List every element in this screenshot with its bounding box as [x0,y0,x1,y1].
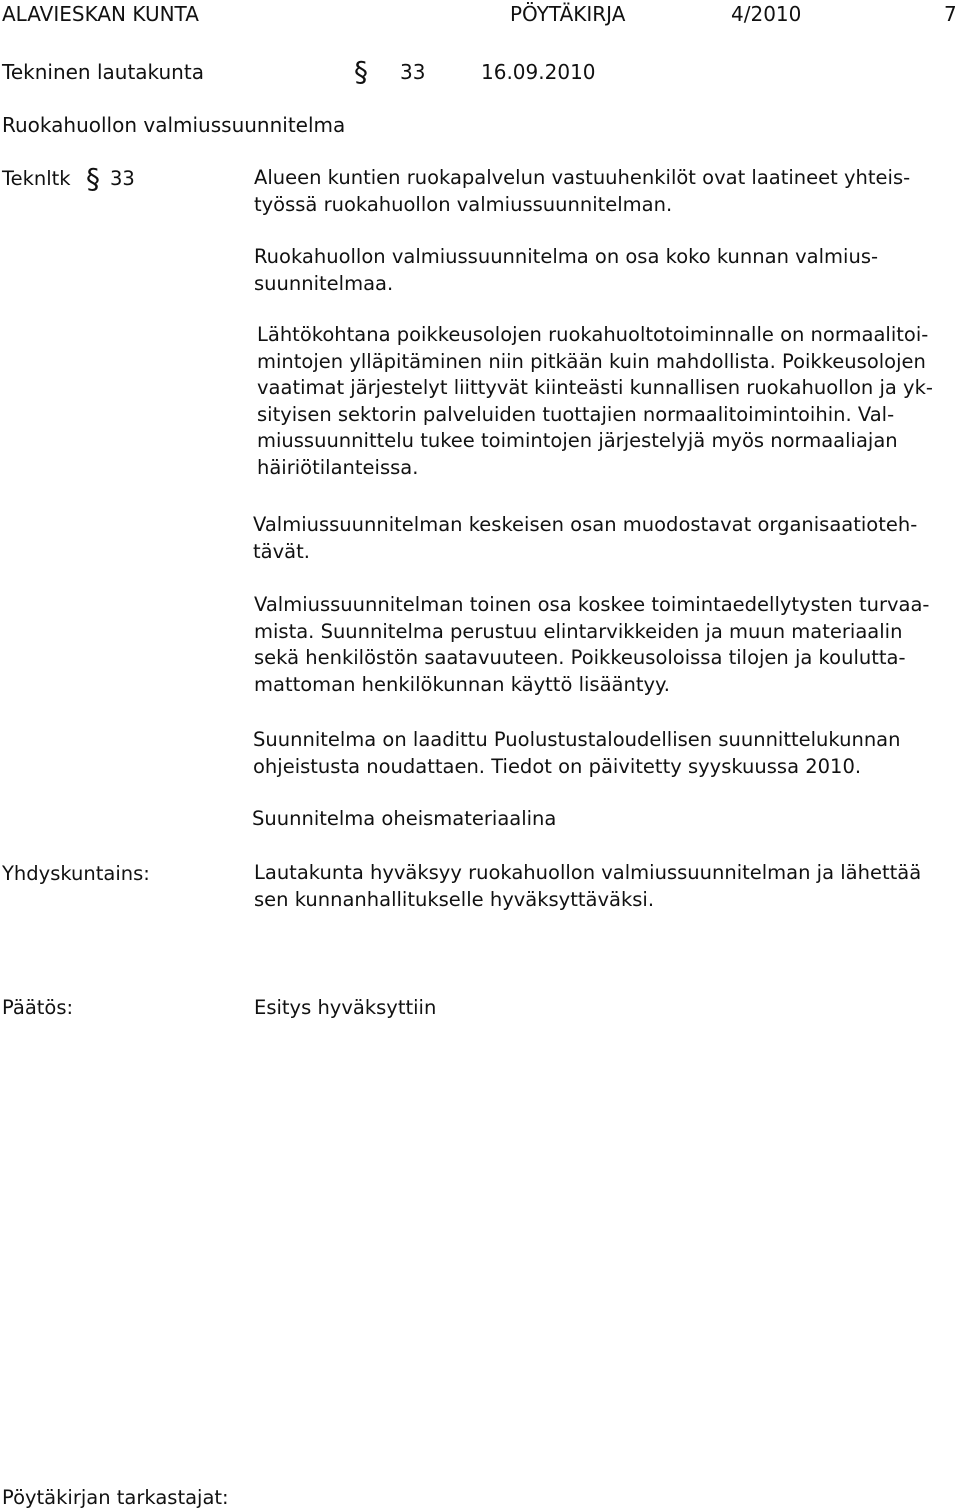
paragraph-line: vaatimat järjestelyt liittyvät kiinteästi kunnallisen ruokahuollon ja yk- [257,376,933,399]
proposal-label: Yhdyskuntains: [2,862,150,885]
case-ref-label: Teknltk [2,167,71,190]
paragraph-line: suunnitelmaa. [254,271,394,295]
paragraph-line: työssä ruokahuollon valmiussuunnitelman. [254,192,673,216]
paragraph-line: Valmiussuunnitelman toinen osa koskee toimintaedellytysten turvaa- [254,593,930,616]
paragraph-background [254,165,954,218]
paragraph-line: tävät. [253,539,310,563]
section-symbol: § [354,55,368,88]
paragraph-line: Valmiussuunnitelman keskeisen osan muodostavat organisaatioteh- [253,513,918,536]
paragraph-attachment-note [252,806,952,833]
paragraph-line: Suunnitelma oheismateriaalina [252,807,557,830]
paragraph-line: häiriötilanteissa. [257,455,419,479]
paragraph-line: Ruokahuollon valmiussuunnitelma on osa koko kunnan valmius- [254,245,879,268]
footer-reviewers-label: Pöytäkirjan tarkastajat: [2,1486,229,1509]
paragraph-line: Lähtökohtana poikkeusolojen ruokahuoltotoiminnalle on normaalitoi- [257,323,929,346]
paragraph-operating-conditions [254,592,954,698]
paragraph-line: miussuunnittelu tukee toimintojen järjestelyjä myös normaaliajan [257,429,898,452]
paragraph-line: sityisen sektorin palveluiden tuottajien normaalitoimintoihin. Val- [257,402,895,426]
paragraph-starting-point [257,322,957,481]
decision-label: Päätös: [2,996,74,1019]
case-ref-number: 33 [110,167,135,190]
document-number: 4/2010 [731,2,802,26]
paragraph-line: ohjeistusta noudattaen. Tiedot on päivitetty syyskuussa 2010. [253,754,862,778]
paragraph-line: sen kunnanhallitukselle hyväksyttäväksi. [254,887,655,911]
proposal-text [254,860,954,913]
paragraph-line: sekä henkilöstön saatavuuteen. Poikkeusoloissa tilojen ja koulutta- [254,646,906,669]
document-type: PÖYTÄKIRJA [510,2,626,26]
subject-title: Ruokahuollon valmiussuunnitelma [2,113,346,137]
paragraph-line: mintojen ylläpitäminen niin pitkään kuin mahdollista. Poikkeusolojen [257,349,926,373]
paragraph-line: Alueen kuntien ruokapalvelun vastuuhenkilöt ovat laatineet yhteis- [254,166,911,189]
section-number: 33 [400,60,426,84]
case-ref-section-symbol: § [86,162,100,195]
paragraph-line: mattoman henkilökunnan käyttö lisääntyy. [254,672,670,696]
meeting-date: 16.09.2010 [481,60,596,84]
paragraph-guidelines [253,727,953,780]
paragraph-line: mista. Suunnitelma perustuu elintarvikkeiden ja muun materiaalin [254,619,903,643]
paragraph-line: Lautakunta hyväksyy ruokahuollon valmiussuunnitelman ja lähettää [254,861,922,884]
paragraph-plan-scope [254,244,954,297]
municipality-name: ALAVIESKAN KUNTA [2,2,199,26]
decision-text: Esitys hyväksyttiin [254,996,437,1019]
page-number: 7 [944,2,957,26]
paragraph-organisation [253,512,953,565]
committee-name: Tekninen lautakunta [2,60,204,84]
paragraph-line: Suunnitelma on laadittu Puolustustaloudellisen suunnittelukunnan [253,728,901,751]
